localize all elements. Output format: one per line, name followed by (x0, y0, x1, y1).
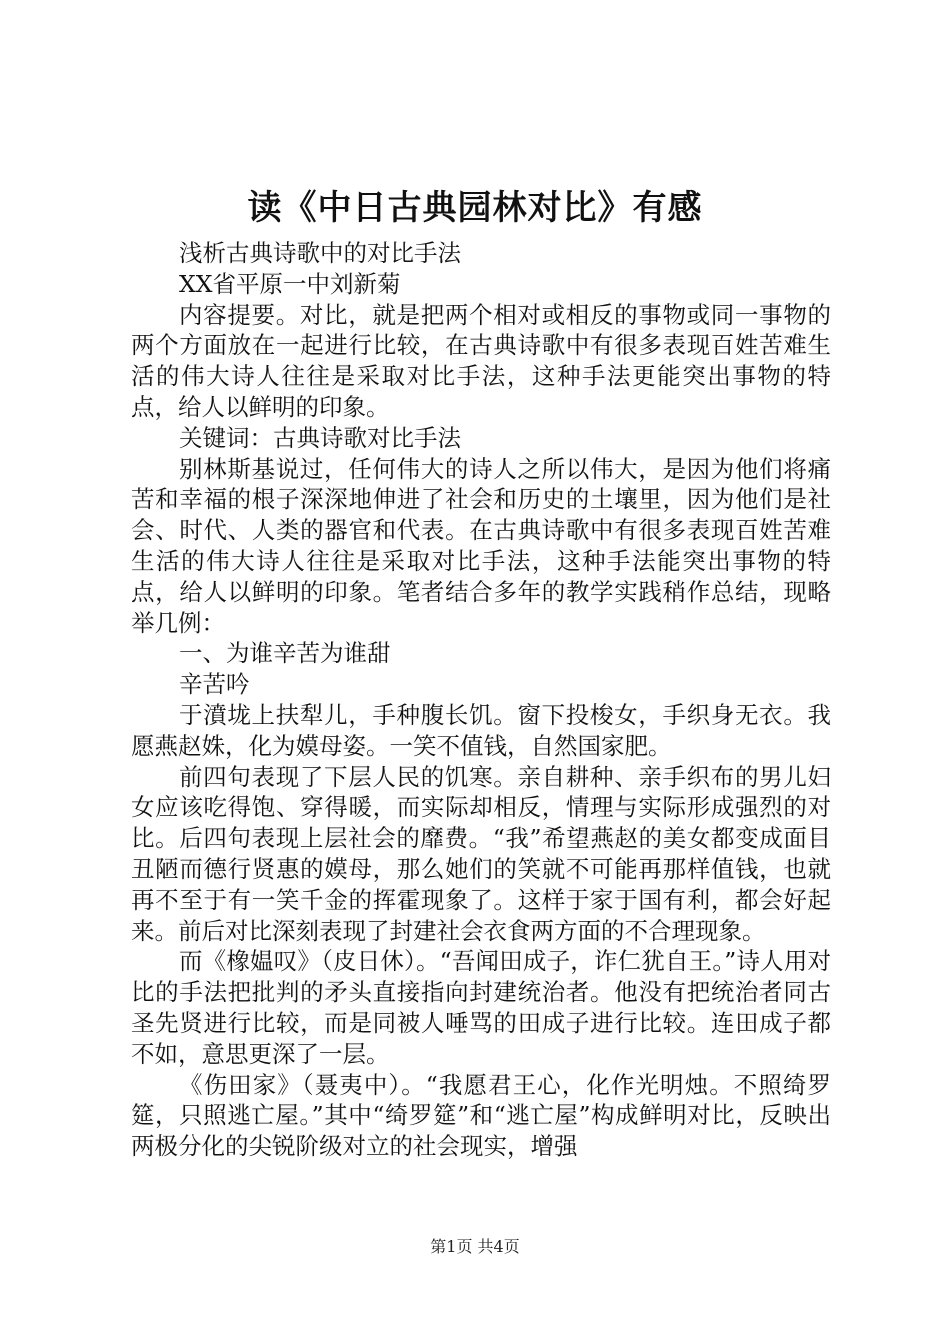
paragraph-analysis-1: 前四句表现了下层人民的饥寒。亲自耕种、亲手织布的男儿妇女应该吃得饱、穿得暖，而实际却相反，情理与实际形成强烈的对比。后四句表现上层社会的靡费。“我”希望燕赵的美女都变成面目丑陋而德行贤惠的嫫母，那么她们的笑就不可能再那样值钱，也就再不至于有一笑千金的挥霍现象了。这样于家于国有利，都会好起来。前后对比深刻表现了封建社会衣食两方面的不合理现象。 (131, 762, 831, 945)
document-body (131, 238, 831, 1162)
paragraph-subtitle: 浅析古典诗歌中的对比手法 (179, 239, 461, 267)
paragraph-keywords: 关键词：古典诗歌对比手法 (179, 423, 461, 452)
document-title: 读《中日古典园林对比》有感 (247, 188, 703, 228)
poem-text: 于濆垅上扶犁儿，手种腹长饥。窗下投梭女，手织身无衣。我愿燕赵姝，化为嫫母姿。一笑不值钱，自然国家肥。 (131, 700, 831, 760)
paragraph-analysis-2: 而《橡媪叹》（皮日休）。“吾闻田成子，诈仁犹自王。”诗人用对比的手法把批判的矛头直接指向封建统治者。他没有把统治者同古圣先贤进行比较，而是同被人唾骂的田成子进行比较。连田成子都不如，意思更深了一层。 (131, 947, 831, 1068)
poem-title: 辛苦吟 (179, 670, 250, 699)
paragraph-author: XX省平原一中刘新菊 (179, 269, 401, 298)
paragraph-abstract: 内容提要。对比，就是把两个相对或相反的事物或同一事物的两个方面放在一起进行比较，在古典诗歌中有很多表现百姓苦难生活的伟大诗人往往是采取对比手法，这种手法更能突出事物的特点，给人以鲜明的印象。 (131, 300, 831, 421)
page-footer: 第1页 共4页 (430, 1237, 520, 1256)
paragraph-analysis-3: 《伤田家》（聂夷中）。“我愿君王心，化作光明烛。不照绮罗筵，只照逃亡屋。”其中“绮罗筵”和“逃亡屋”构成鲜明对比，反映出两极分化的尖锐阶级对立的社会现实，增强 (131, 1070, 831, 1161)
paragraph-intro: 别林斯基说过，任何伟大的诗人之所以伟大，是因为他们将痛苦和幸福的根子深深地伸进了社会和历史的土壤里，因为他们是社会、时代、人类的器官和代表。在古典诗歌中有很多表现百姓苦难生活的伟大诗人往往是采取对比手法，这种手法能突出事物的特点，给人以鲜明的印象。笔者结合多年的教学实践稍作总结，现略举几例： (131, 454, 831, 637)
section-heading: 一、为谁辛苦为谁甜 (179, 639, 391, 668)
